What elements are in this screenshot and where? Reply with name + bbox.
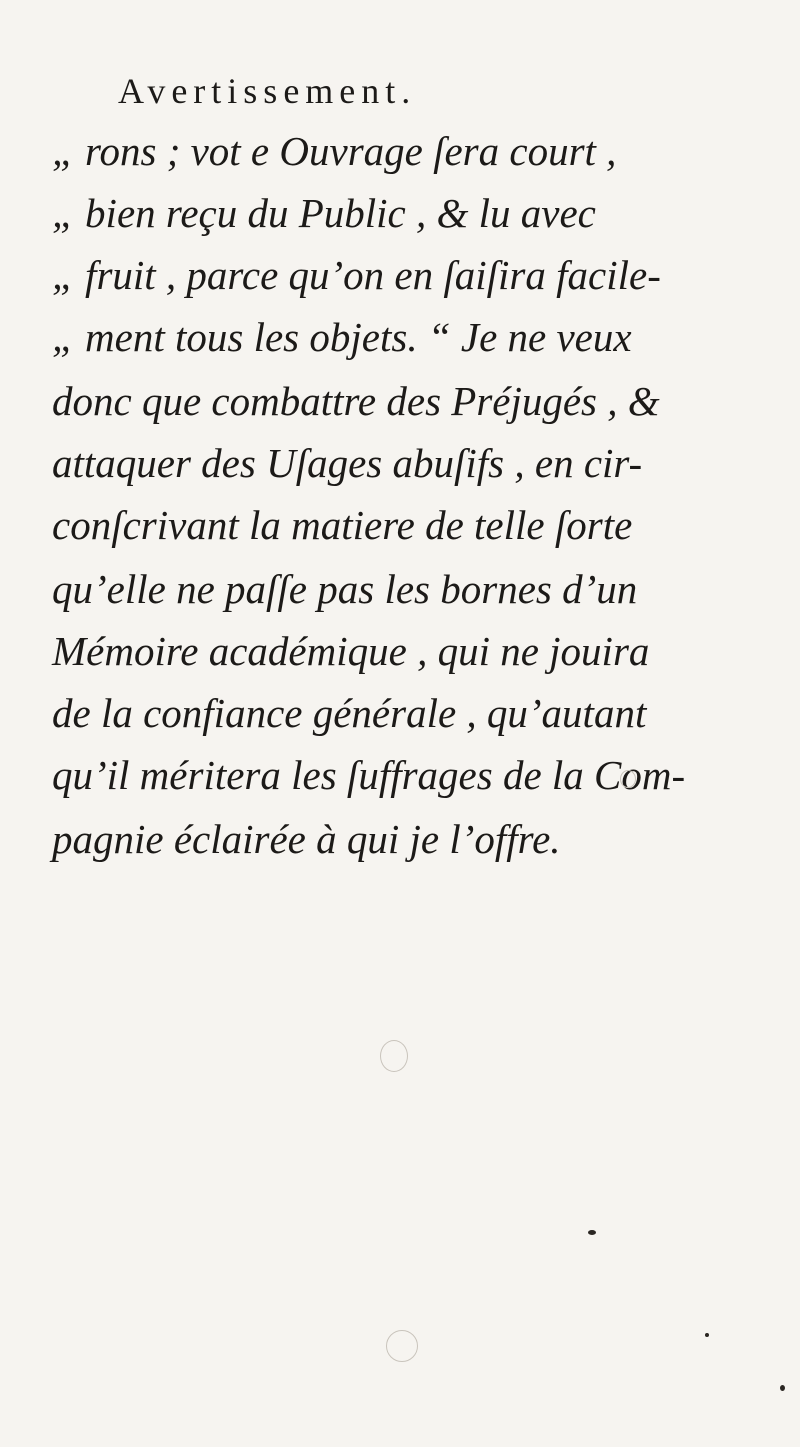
text-line: „ bien reçu du Public , & lu avec: [52, 190, 596, 236]
text-line: qu’elle ne paſſe pas les bornes d’un: [52, 566, 638, 612]
text-line: „ rons ; vot e Ouvrage ſera court ,: [52, 128, 617, 174]
text-line: „ fruit , parce qu’on en ſaiſira facile-: [52, 252, 661, 298]
text-line: pagnie éclairée à qui je l’offre.: [52, 816, 561, 862]
text-line: „ ment tous les objets. “ Je ne veux: [52, 314, 632, 360]
ink-speck: [588, 1230, 596, 1235]
paper-blemish: [380, 1040, 408, 1072]
paper-blemish: [620, 770, 636, 788]
ink-speck: [705, 1333, 709, 1337]
page-header: Avertissement.: [118, 71, 417, 111]
text-line: attaquer des Uſages abuſifs , en cir-: [52, 440, 643, 486]
text-line: conſcrivant la matiere de telle ſorte: [52, 502, 633, 548]
text-line: qu’il méritera les ſuffrages de la Com-: [52, 752, 686, 798]
ink-speck: [780, 1385, 785, 1391]
text-line: de la confiance générale , qu’autant: [52, 690, 647, 736]
paper-blemish: [386, 1330, 418, 1362]
text-line: donc que combattre des Préjugés , &: [52, 378, 660, 424]
text-line: Mémoire académique , qui ne jouira: [52, 628, 650, 674]
